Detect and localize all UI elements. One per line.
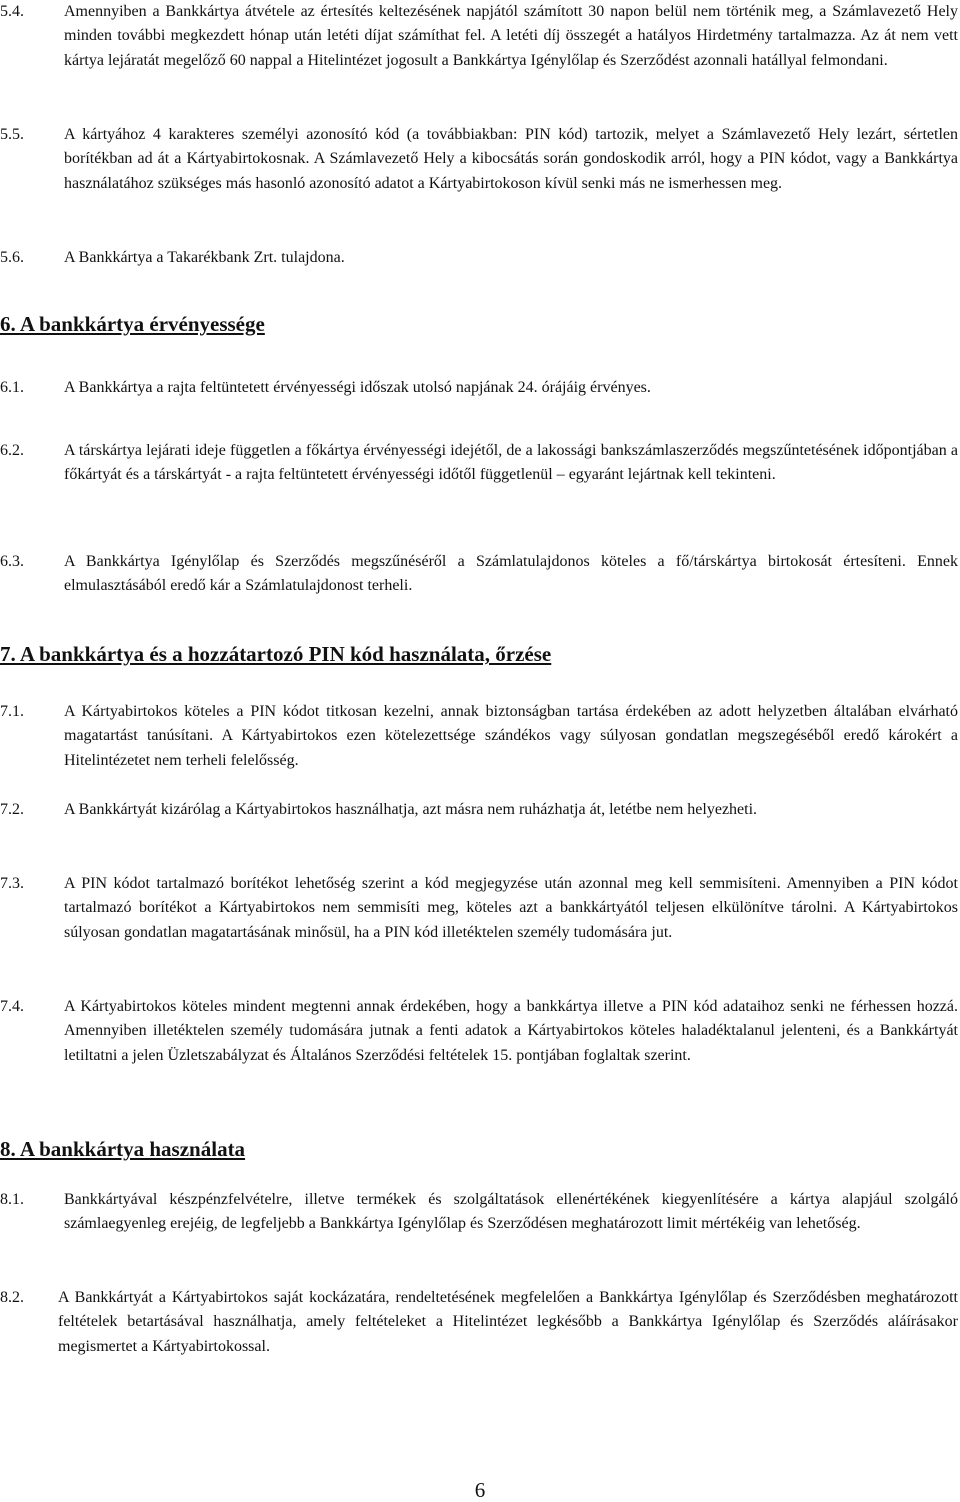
section-6-1 [0, 376, 958, 400]
section-text: A társkártya lejárati ideje független a főkártya érvényességi idejétől, de a lakossági bankszámlaszerződés megszűntetésének időpontjában a főkártyát és a társkártyát - a rajta feltüntetett érvényességi időtől függetlenül – egyaránt lejártnak kell tekinteni. [64, 442, 958, 484]
section-text: A Kártyabirtokos köteles mindent megtenni annak érdekében, hogy a bankkártya illetve a PIN kód adataihoz senki ne férhessen hozzá. Amennyiben illetéktelen személy tudomására jutnak a fenti adatok a Kártyabirtokos köteles haladéktalanul jelenteni, és a Bankkártyát letiltatni a jelen Üzletszabályzat és Általános Szerződési feltételek 15. pontjában foglaltak szerint. [64, 998, 958, 1064]
section-number: 7.4. [0, 998, 24, 1015]
section-number: 5.6. [0, 249, 24, 266]
section-text: A Bankkártya Igénylőlap és Szerződés megszűnéséről a Számlatulajdonos köteles a fő/társkártya birtokosát értesíteni. Ennek elmulasztásából eredő kár a Számlatulajdonost terheli. [64, 553, 958, 595]
section-8-2 [0, 1286, 958, 1359]
section-7-2 [0, 798, 958, 822]
section-number: 8.1. [0, 1191, 24, 1208]
section-text: A Bankkártyát kizárólag a Kártyabirtokos használhatja, azt másra nem ruházhatja át, letétbe nem helyezheti. [64, 801, 758, 818]
section-text: A Bankkártyát a Kártyabirtokos saját kockázatára, rendeltetésének megfelelően a Bankkártya Igénylőlap és Szerződésben meghatározott feltételek betartásával használhatja, amely feltételeket a Hitelintézet legkésőbb a Bankkártya Igénylőlap és Szerződés aláírásakor megismertet a Kártyabirtokossal. [58, 1289, 958, 1355]
section-text: A PIN kódot tartalmazó borítékot lehetőség szerint a kód megjegyzése után azonnal meg kell semmisíteni. Amennyiben a PIN kódot tartalmazó borítékot a Kártyabirtokos nem semmisíti meg, köteles azt a bankkártyától teljesen elkülönítve tárolni. A Kártyabirtokos súlyosan gondatlan magatartásának minősül, ha a PIN kód illetéktelen személy tudomására jut. [64, 875, 958, 941]
page-number: 6 [474, 1478, 486, 1502]
section-7-3 [0, 872, 958, 945]
section-7-4 [0, 995, 958, 1068]
section-5-5 [0, 123, 958, 196]
section-6-3 [0, 550, 958, 599]
section-5-4 [0, 0, 958, 73]
heading-8: 8. A bankkártya használata [0, 1137, 246, 1161]
section-number: 7.1. [0, 703, 24, 720]
section-8-1 [0, 1188, 958, 1237]
section-text: Bankkártyával készpénzfelvételre, illetve termékek és szolgáltatások ellenértékének kiegyenlítésére a kártya alapjául szolgáló számlaegyenleg erejéig, de legfeljebb a Bankkártya Igénylőlap és Szerződésen meghatározott limit mértékéig van lehetőség. [64, 1191, 958, 1233]
section-number: 5.4. [0, 3, 24, 20]
heading-6: 6. A bankkártya érvényessége [0, 312, 265, 336]
heading-7: 7. A bankkártya és a hozzátartozó PIN kód használata, őrzése [0, 642, 552, 666]
section-number: 6.3. [0, 553, 24, 570]
section-5-6 [0, 246, 958, 270]
section-text: A Kártyabirtokos köteles a PIN kódot titkosan kezelni, annak biztonságban tartása érdekében az adott helyzetben általában elvárható magatartást tanúsítani. A Kártyabirtokos ezen kötelezettsége szándékos vagy súlyosan gondatlan megszegéséből eredő károkért a Hitelintézetet nem terheli felelősség. [64, 703, 958, 769]
section-7-1 [0, 700, 958, 773]
section-number: 7.3. [0, 875, 24, 892]
section-number: 8.2. [0, 1289, 24, 1306]
section-text: A kártyához 4 karakteres személyi azonosító kód (a továbbiakban: PIN kód) tartozik, melyet a Számlavezető Hely lezárt, sértetlen borítékban ad át a Kártyabirtokosnak. A Számlavezető Hely a kibocsátás során gondoskodik arról, hogy a PIN kódot, vagy a Bankkártya használatához szükséges más hasonló azonosító adatot a Kártyabirtokoson kívül senki más ne ismerhessen meg. [64, 126, 958, 192]
section-6-2 [0, 439, 958, 488]
section-text: A Bankkártya a Takarékbank Zrt. tulajdona. [64, 249, 345, 266]
section-number: 6.1. [0, 379, 24, 396]
section-text: Amennyiben a Bankkártya átvétele az értesítés keltezésének napjától számított 30 napon belül nem történik meg, a Számlavezető Hely minden további megkezdett hónap után letéti díjat számíthat fel. A letéti díj összegét a hatályos Hirdetmény tartalmazza. Az át nem vett kártya lejáratát megelőző 60 nappal a Hitelintézet jogosult a Bankkártya Igénylőlap és Szerződést azonnali hatállyal felmondani. [64, 3, 958, 69]
section-number: 7.2. [0, 801, 24, 818]
section-number: 5.5. [0, 126, 24, 143]
section-number: 6.2. [0, 442, 24, 459]
section-text: A Bankkártya a rajta feltüntetett érvényességi időszak utolsó napjának 24. órájáig érvényes. [64, 379, 651, 396]
